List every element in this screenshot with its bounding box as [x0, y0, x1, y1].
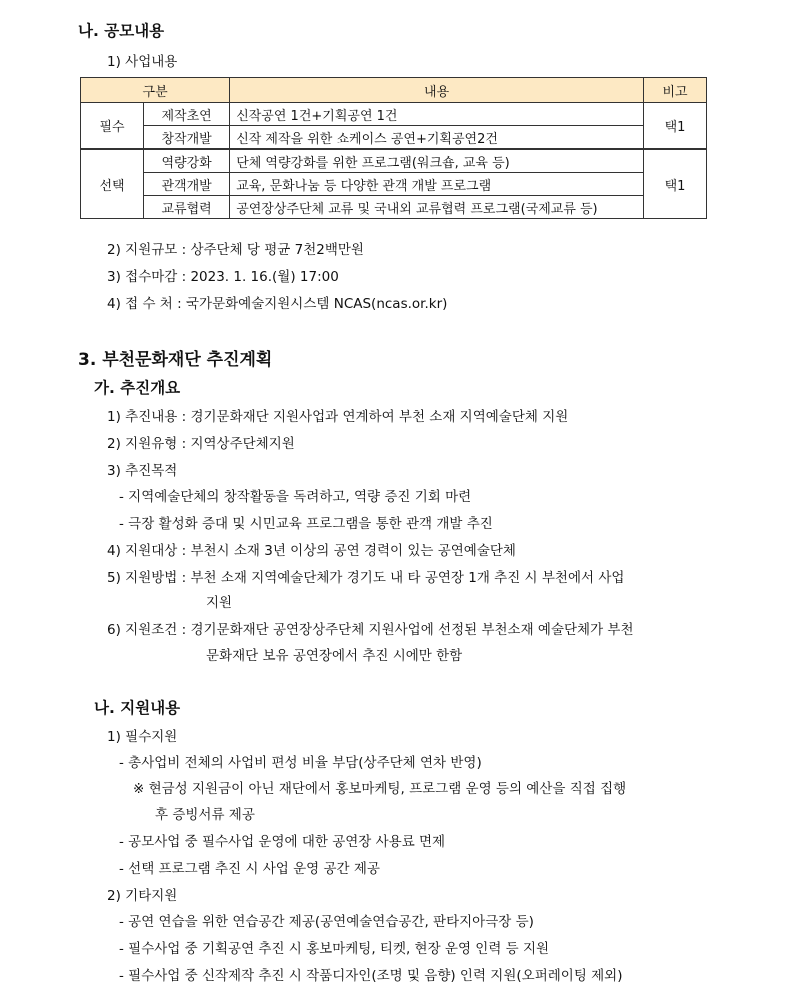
table-cell-content: 공연장상주단체 교류 및 국내외 교류협력 프로그램(국제교류 등): [230, 196, 644, 219]
group-optional: 선택: [81, 149, 144, 219]
table-cell-content: 신작 제작을 위한 쇼케이스 공연+기획공연2건: [230, 126, 644, 150]
list-item: 1) 추진내용 : 경기문화재단 지원사업과 연계하여 부천 소재 지역예술단체 지원: [107, 409, 569, 425]
table-cell-note: 택1: [644, 149, 707, 219]
list-item: 2) 지원유형 : 지역상주단체지원: [107, 436, 295, 452]
bullet-item: - 공연 연습을 위한 연습공간 제공(공연예술연습공간, 판타지아극장 등): [119, 914, 534, 930]
note-continuation: 후 증빙서류 제공: [155, 807, 255, 823]
table-cell-sub: 창작개발: [144, 126, 230, 150]
bullet-item: - 필수사업 중 기획공연 추진 시 홍보마케팅, 티켓, 현장 운영 인력 등 지원: [119, 941, 550, 957]
list-item: 6) 지원조건 : 경기문화재단 공연장상주단체 지원사업에 선정된 부천소재 예술단체가 부천: [107, 622, 634, 638]
list-item-continuation: 지원: [206, 595, 233, 611]
table-cell-note: 택1: [644, 103, 707, 150]
table-cell-sub: 교류협력: [144, 196, 230, 219]
list-item: 2) 기타지원: [107, 888, 178, 904]
section-heading: 나. 공모내용: [78, 22, 165, 40]
header-content: 내용: [230, 78, 644, 103]
bullet-item: - 필수사업 중 신작제작 추진 시 작품디자인(조명 및 음향) 인력 지원(오퍼레이팅 제외): [119, 968, 623, 984]
group-required: 필수: [81, 103, 144, 150]
table-cell-sub: 제작초연: [144, 103, 230, 126]
table-cell-sub: 관객개발: [144, 173, 230, 196]
program-table: [80, 77, 707, 219]
bullet-item: - 공모사업 중 필수사업 운영에 대한 공연장 사용료 면제: [119, 834, 446, 850]
subsection-heading: 가. 추진개요: [94, 379, 181, 397]
table-cell-content: 신작공연 1건+기획공연 1건: [230, 103, 644, 126]
bullet-item: - 선택 프로그램 추진 시 사업 운영 공간 제공: [119, 861, 380, 877]
table-cell-content: 단체 역량강화를 위한 프로그램(워크숍, 교육 등): [230, 149, 644, 173]
header-category: 구분: [81, 78, 230, 103]
section-title: 3. 부천문화재단 추진계획: [78, 350, 273, 370]
subsection-heading: 나. 지원내용: [94, 699, 181, 717]
bullet-item: - 극장 활성화 증대 및 시민교육 프로그램을 통한 관객 개발 추진: [119, 516, 493, 532]
note-item: ※ 현금성 지원금이 아닌 재단에서 홍보마케팅, 프로그램 운영 등의 예산을 직접 집행: [133, 781, 627, 797]
list-item: 4) 지원대상 : 부천시 소재 3년 이상의 공연 경력이 있는 공연예술단체: [107, 543, 516, 559]
header-note: 비고: [644, 78, 707, 103]
list-item: 3) 접수마감 : 2023. 1. 16.(월) 17:00: [107, 269, 339, 285]
table-cell-sub: 역량강화: [144, 149, 230, 173]
list-item-continuation: 문화재단 보유 공연장에서 추진 시에만 한함: [206, 648, 463, 664]
list-item: 4) 접 수 처 : 국가문화예술지원시스템 NCAS(ncas.or.kr): [107, 296, 448, 312]
list-item: 5) 지원방법 : 부천 소재 지역예술단체가 경기도 내 타 공연장 1개 추진 시 부천에서 사업: [107, 570, 625, 586]
list-item: 3) 추진목적: [107, 463, 178, 479]
table-cell-content: 교육, 문화나눔 등 다양한 관객 개발 프로그램: [230, 173, 644, 196]
bullet-item: - 총사업비 전체의 사업비 편성 비율 부담(상주단체 연차 반영): [119, 755, 482, 771]
item-label: 1) 사업내용: [107, 54, 178, 70]
list-item: 2) 지원규모 : 상주단체 당 평균 7천2백만원: [107, 242, 364, 258]
bullet-item: - 지역예술단체의 창작활동을 독려하고, 역량 증진 기회 마련: [119, 489, 472, 505]
list-item: 1) 필수지원: [107, 729, 178, 745]
